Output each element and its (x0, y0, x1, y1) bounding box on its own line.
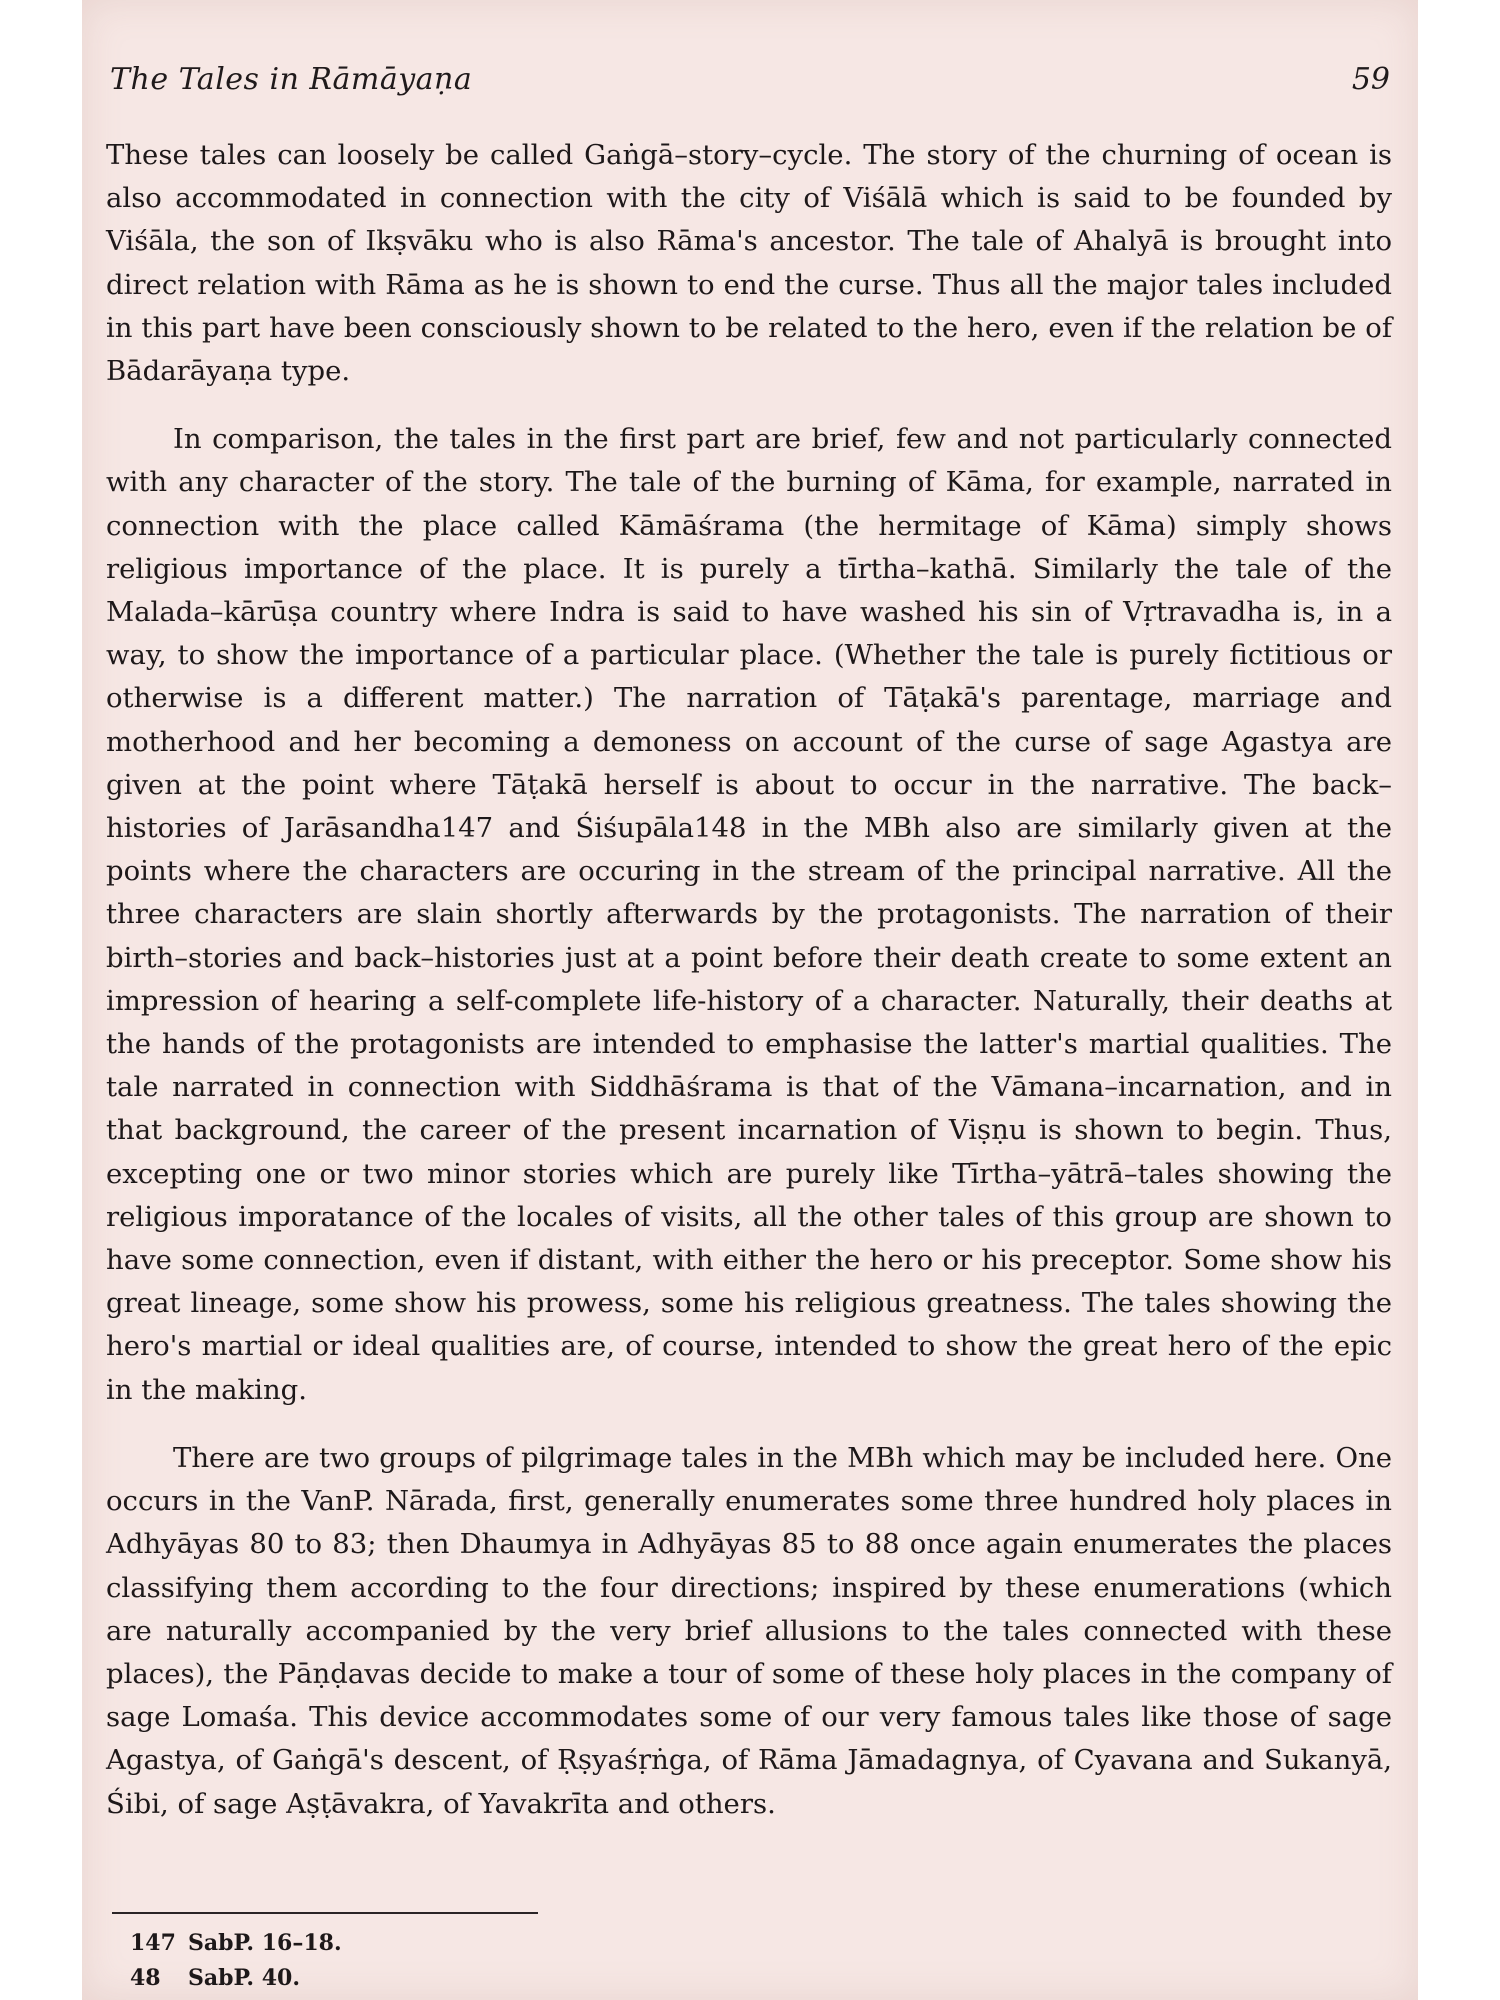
body-text (106, 134, 1392, 1851)
footnotes (130, 1926, 342, 1996)
paragraph-2: In comparison, the tales in the first part are brief, few and not particularly connected with any character of the story. The tale of the burning of Kāma, for example, narrated in connection with the place called Kāmāśrama (the hermitage of Kāma) simply shows religious importance of the place. It is purely a tīrtha–kathā. Similarly the tale of the Malada–kārūṣa country where Indra is said to have washed his sin of Vṛtravadha is, in a way, to show the importance of a particular place. (Whether the tale is purely fictitious or otherwise is a different matter.) The narration of Tāṭakā's parentage, marriage and motherhood and her becoming a demoness on account of the curse of sage Agastya are given at the point where Tāṭakā herself is about to occur in the narrative. The back–histories of Jarāsandha147 and Śiśupāla148 in the MBh also are similarly given at the points where the characters are occuring in the stream of the principal narrative. All the three characters are slain shortly afterwards by the protagonists. The narration of their birth–stories and back–histories just at a point before their death create to some extent an impression of hearing a self-complete life-history of a character. Naturally, their deaths at the hands of the protagonists are intended to emphasise the latter's martial qualities. The tale narrated in connection with Siddhāśrama is that of the Vāmana–incarnation, and in that background, the career of the present incarnation of Viṣṇu is shown to begin. Thus, excepting one or two minor stories which are purely like Tīrtha–yātrā–tales showing the religious imporatance of the locales of visits, all the other tales of this group are shown to have some connection, even if distant, with either the hero or his preceptor. Some show his great lineage, some show his prowess, some his religious greatness. The tales showing the hero's martial or ideal qualities are, of course, intended to show the great hero of the epic in the making. (106, 423, 1392, 1406)
book-page (82, 0, 1418, 2000)
page-header (110, 62, 1390, 106)
page-number: 59 (1351, 62, 1390, 97)
footnote-number: 147 (130, 1930, 176, 1956)
paragraph-3: There are two groups of pilgrimage tales in the MBh which may be included here. One occurs in the VanP. Nārada, first, generally enumerates some three hundred holy places in Adhyāyas 80 to 83; then Dhaumya in Adhyāyas 85 to 88 once again enumerates the places classifying them according to the four directions; inspired by these enumerations (which are naturally accompanied by the very brief allusions to the tales connected with these places), the Pāṇḍavas decide to make a tour of some of these holy places in the company of sage Lomaśa. This device accommodates some of our very famous tales like those of sage Agastya, of Gaṅgā's descent, of Ṛṣyaśṛṅga, of Rāma Jāmadagnya, of Cyavana and Sukanyā, Śibi, of sage Aṣṭāvakra, of Yavakrīta and others. (106, 1441, 1392, 1820)
footnote-text: SabP. 16–18. (188, 1930, 342, 1956)
footnote-number: 48 (130, 1965, 161, 1991)
running-title: The Tales in Rāmāyaṇa (110, 62, 473, 97)
footnote-divider (112, 1912, 538, 1914)
paragraph-1: These tales can loosely be called Gaṅgā–story–cycle. The story of the churning of ocean is also accommodated in connection with the city of Viśālā which is said to be founded by Viśāla, the son of Ikṣvāku who is also Rāma's ancestor. The tale of Ahalyā is brought into direct relation with Rāma as he is shown to end the curse. Thus all the major tales included in this part have been consciously shown to be related to the hero, even if the relation be of Bādarāyaṇa type. (106, 139, 1392, 388)
footnote (130, 1926, 342, 1961)
footnote (130, 1961, 342, 1996)
footnote-text: SabP. 40. (188, 1965, 301, 1991)
